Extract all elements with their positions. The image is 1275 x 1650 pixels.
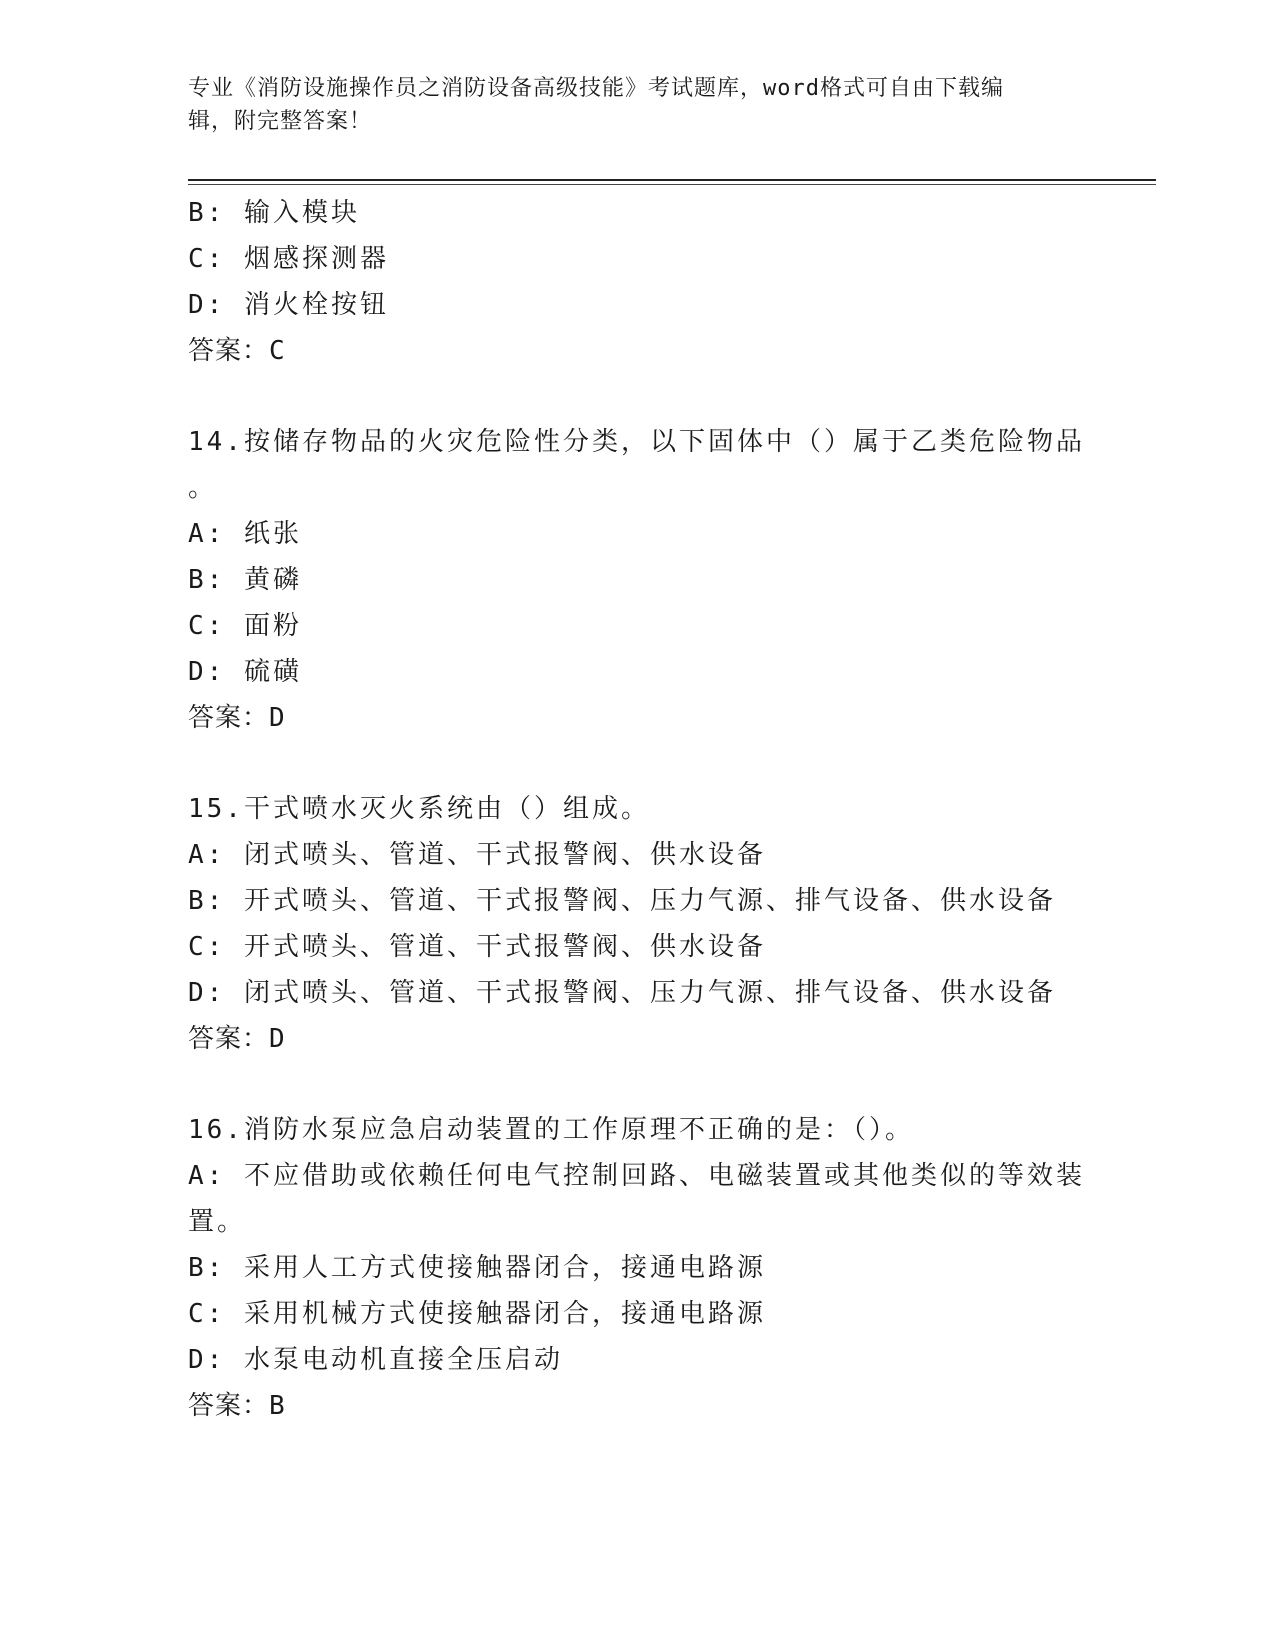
question-stem: 16.消防水泵应急启动装置的工作原理不正确的是：（）。 [188, 1115, 914, 1145]
option-a: A: 不应借助或依赖任何电气控制回路、电磁装置或其他类似的等效装 [188, 1161, 1085, 1191]
option-c: C: 烟感探测器 [188, 244, 389, 274]
spacer [188, 1062, 1088, 1107]
option-c: C: 面粉 [188, 611, 302, 641]
option-d: D: 水泵电动机直接全压启动 [188, 1345, 563, 1375]
option-d: D: 硫磺 [188, 657, 302, 687]
question-stem: 15.干式喷水灭火系统由（）组成。 [188, 794, 650, 824]
option-a-continued: 置。 [188, 1207, 247, 1237]
document-header [188, 72, 1088, 138]
answer: 答案：D [188, 1024, 286, 1054]
option-d: D: 消火栓按钮 [188, 290, 389, 320]
header-line-2: 辑，附完整答案！ [188, 109, 373, 134]
answer: 答案：B [188, 1391, 286, 1421]
option-b: B: 采用人工方式使接触器闭合，接通电路源 [188, 1253, 766, 1283]
option-b: B: 黄磷 [188, 565, 302, 595]
spacer [188, 374, 1088, 419]
question-16 [188, 1107, 1088, 1429]
header-divider-thin [188, 184, 1156, 185]
option-b: B: 输入模块 [188, 198, 360, 228]
option-a: A: 纸张 [188, 519, 302, 549]
header-line-1: 专业《消防设施操作员之消防设备高级技能》考试题库，word格式可自由下载编 [188, 76, 1004, 101]
option-a: A: 闭式喷头、管道、干式报警阀、供水设备 [188, 840, 766, 870]
spacer [188, 741, 1088, 786]
question-stem: 14.按储存物品的火灾危险性分类，以下固体中（）属于乙类危险物品 [188, 427, 1085, 457]
question-14 [188, 419, 1088, 741]
question-list [188, 190, 1088, 1429]
option-d: D: 闭式喷头、管道、干式报警阀、压力气源、排气设备、供水设备 [188, 978, 1056, 1008]
question-15 [188, 786, 1088, 1062]
header-divider-thick [188, 179, 1156, 181]
answer: 答案：C [188, 336, 286, 366]
answer: 答案：D [188, 703, 286, 733]
option-c: C: 开式喷头、管道、干式报警阀、供水设备 [188, 932, 766, 962]
question-13 [188, 190, 1088, 374]
question-stem-continued: 。 [188, 473, 218, 503]
option-c: C: 采用机械方式使接触器闭合，接通电路源 [188, 1299, 766, 1329]
option-b: B: 开式喷头、管道、干式报警阀、压力气源、排气设备、供水设备 [188, 886, 1056, 916]
